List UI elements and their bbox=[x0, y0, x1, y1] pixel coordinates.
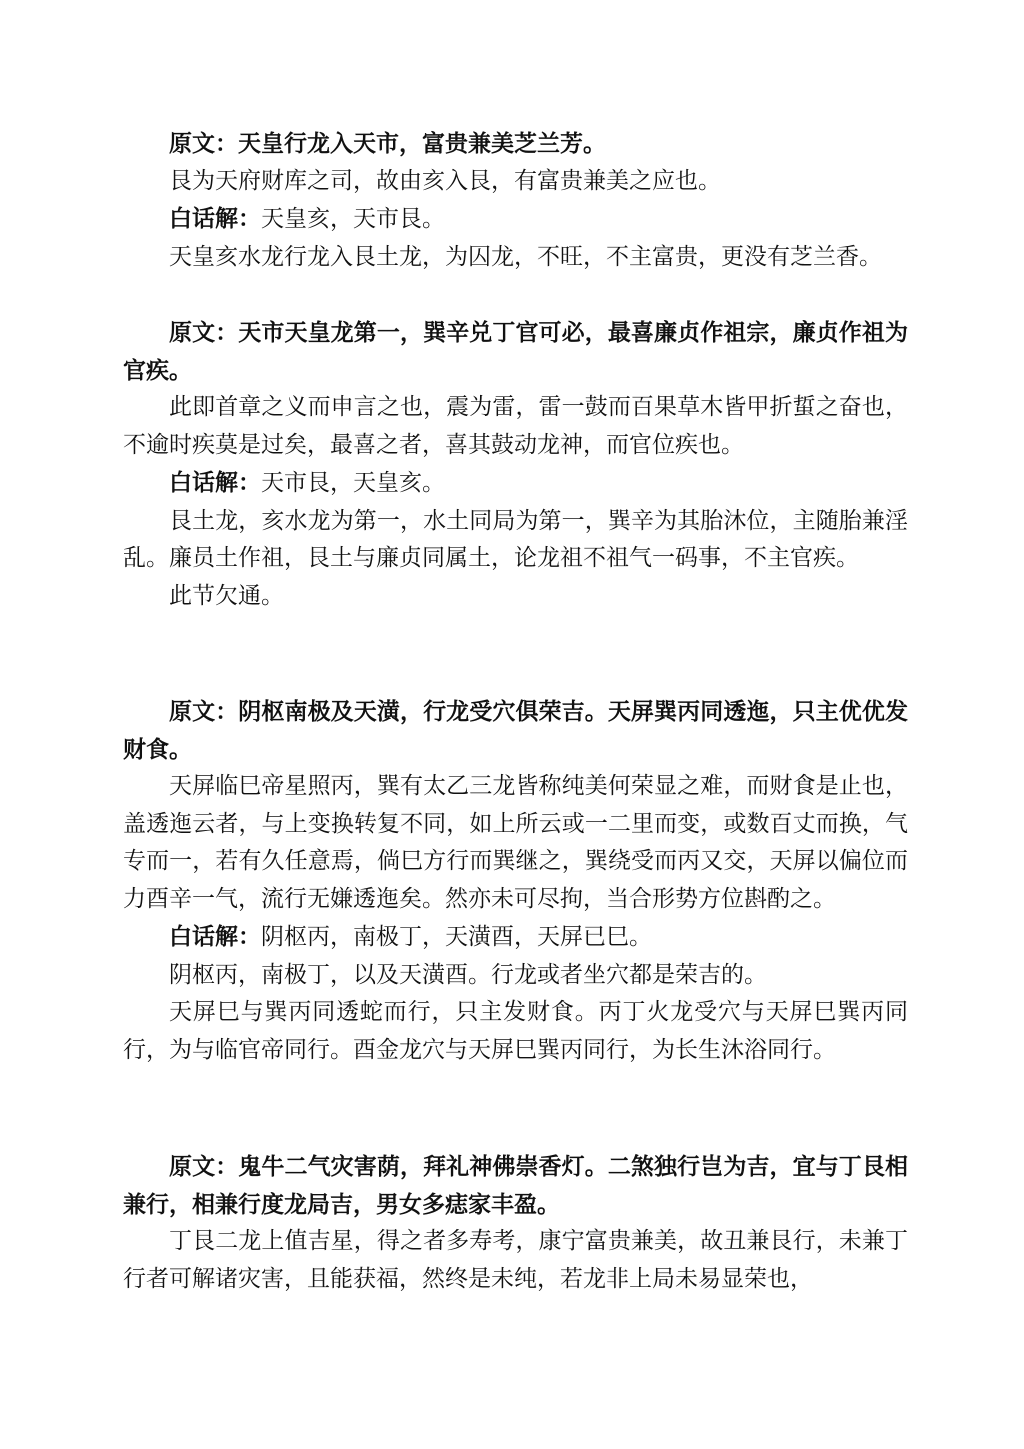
section-1-vernacular bbox=[123, 200, 908, 239]
vernacular-text: 阴枢丙，南极丁，天潢酉，天屏已巳。 bbox=[261, 924, 652, 950]
section-3-explanation-2: 天屏巳与巽丙同透蛇而行，只主发财食。丙丁火龙受穴与天屏巳巽丙同行，为与临官帝同行。酉金龙穴与天屏巳巽丙同行，为长生沐浴同行。 bbox=[123, 999, 908, 1063]
section-2-original-text: 原文：天市天皇龙第一，巽辛兑丁官可必，最喜廉贞作祖宗，廉贞作祖为官疾。 bbox=[123, 319, 908, 384]
section-2-vernacular bbox=[123, 464, 908, 503]
vernacular-label: 白话解： bbox=[169, 923, 261, 950]
vernacular-label: 白话解： bbox=[169, 205, 261, 232]
section-3-vernacular bbox=[123, 918, 908, 957]
section-1-original-text: 原文：天皇行龙入天市，富贵兼美芝兰芳。 bbox=[169, 130, 606, 157]
section-4-commentary: 丁艮二龙上值吉星，得之者多寿考，康宁富贵兼美，故丑兼艮行，未兼丁行者可解诸灾害，且能获福，然终是未纯，若龙非上局未易显荣也， bbox=[123, 1228, 908, 1292]
section-2-note: 此节欠通。 bbox=[169, 582, 284, 609]
section-3-explanation: 阴枢丙，南极丁，以及天潢酉。行龙或者坐穴都是荣吉的。 bbox=[169, 961, 767, 988]
section-1-commentary: 艮为天府财库之司，故由亥入艮，有富贵兼美之应也。 bbox=[169, 167, 721, 194]
vernacular-text: 天市艮，天皇亥。 bbox=[261, 470, 445, 496]
section-1-explanation: 天皇亥水龙行龙入艮土龙，为囚龙，不旺，不主富贵，更没有芝兰香。 bbox=[169, 243, 882, 270]
section-4-original-text: 原文：鬼牛二气灾害荫，拜礼神佛崇香灯。二煞独行岂为吉，宜与丁艮相兼行，相兼行度龙局吉，男女多痣家丰盈。 bbox=[123, 1153, 908, 1218]
section-3-original-text: 原文：阴枢南极及天潢，行龙受穴俱荣吉。天屏巽丙同透迤，只主优优发财食。 bbox=[123, 698, 908, 763]
section-3-commentary: 天屏临巳帝星照丙，巽有太乙三龙皆称纯美何荣显之难，而财食是止也，盖透迤云者，与上变换转复不同，如上所云或一二里而变，或数百丈而换，气专而一，若有久任意焉，倘巳方行而巽继之，巽绕受而丙又交，天屏以偏位而力酉辛一气，流行无嫌透迤矣。然亦未可尽拘，当合形势方位斟酌之。 bbox=[123, 773, 908, 912]
section-2 bbox=[123, 314, 908, 615]
section-3 bbox=[123, 693, 908, 1069]
section-2-explanation: 艮土龙，亥水龙为第一，水土同局为第一，巽辛为其胎沐位，主随胎兼淫乱。廉员土作祖，艮土与廉贞同属土，论龙祖不祖气一码事，不主官疾。 bbox=[123, 507, 908, 571]
section-1 bbox=[123, 125, 908, 276]
vernacular-label: 白话解： bbox=[169, 469, 261, 496]
section-2-commentary: 此即首章之义而申言之也，震为雷，雷一鼓而百果草木皆甲折蜇之奋也，不逾时疾莫是过矣，最喜之者，喜其鼓动龙神，而官位疾也。 bbox=[123, 394, 908, 458]
section-4 bbox=[123, 1148, 908, 1298]
vernacular-text: 天皇亥，天市艮。 bbox=[261, 206, 445, 232]
